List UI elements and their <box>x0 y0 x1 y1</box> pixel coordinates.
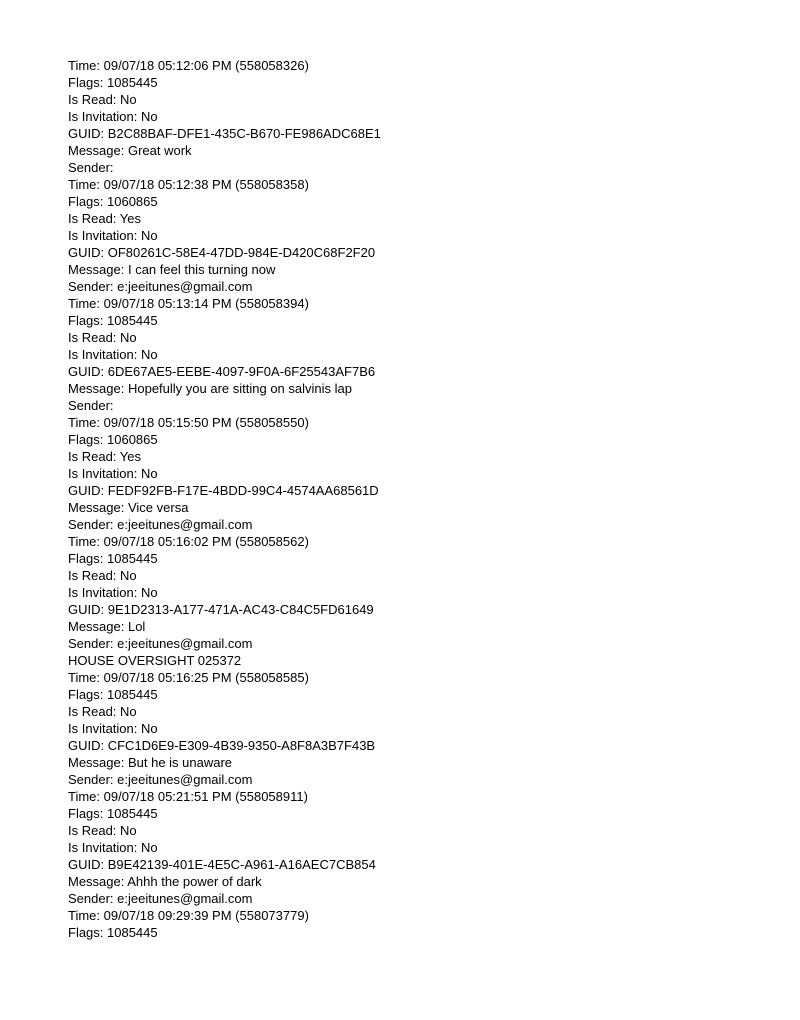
text-line: Is Read: No <box>68 92 137 107</box>
text-line: Is Read: No <box>68 568 137 583</box>
text-line: Flags: 1060865 <box>68 194 158 209</box>
text-line: Flags: 1060865 <box>68 432 158 447</box>
text-line: Is Read: No <box>68 704 137 719</box>
text-line: Message: Hopefully you are sitting on salvinis lap <box>68 381 352 396</box>
text-line: Is Invitation: No <box>68 466 158 481</box>
text-line: GUID: B9E42139-401E-4E5C-A961-A16AEC7CB854 <box>68 857 376 872</box>
text-line: Is Read: Yes <box>68 211 141 226</box>
text-line: GUID: FEDF92FB-F17E-4BDD-99C4-4574AA68561D <box>68 483 379 498</box>
text-line: GUID: 9E1D2313-A177-471A-AC43-C84C5FD61649 <box>68 602 374 617</box>
text-line: Time: 09/07/18 05:12:38 PM (558058358) <box>68 177 309 192</box>
text-line: Sender: <box>68 398 114 413</box>
text-line: Time: 09/07/18 05:16:25 PM (558058585) <box>68 670 309 685</box>
text-line: Message: But he is unaware <box>68 755 233 770</box>
text-line: Time: 09/07/18 09:29:39 PM (558073779) <box>68 908 309 923</box>
text-line: Is Invitation: No <box>68 109 158 124</box>
text-line: GUID: 6DE67AE5-EEBE-4097-9F0A-6F25543AF7B6 <box>68 364 376 379</box>
text-line: Flags: 1085445 <box>68 75 158 90</box>
text-line: Message: Great work <box>68 143 192 158</box>
text-line: Is Read: Yes <box>68 449 141 464</box>
text-line: Sender: e:jeeitunes@gmail.com <box>68 772 253 787</box>
text-line: Flags: 1085445 <box>68 806 158 821</box>
text-line: Time: 09/07/18 05:21:51 PM (558058911) <box>68 789 308 804</box>
text-line: Is Invitation: No <box>68 347 158 362</box>
text-line: Sender: e:jeeitunes@gmail.com <box>68 891 253 906</box>
text-line: Time: 09/07/18 05:13:14 PM (558058394) <box>68 296 309 311</box>
text-line: Is Read: No <box>68 823 137 838</box>
text-line: Flags: 1085445 <box>68 551 158 566</box>
document-lines <box>68 57 728 941</box>
text-line: HOUSE OVERSIGHT 025372 <box>68 653 242 668</box>
text-line: Time: 09/07/18 05:16:02 PM (558058562) <box>68 534 309 549</box>
text-line: Sender: <box>68 160 114 175</box>
text-line: GUID: CFC1D6E9-E309-4B39-9350-A8F8A3B7F43B <box>68 738 376 753</box>
text-line: GUID: B2C88BAF-DFE1-435C-B670-FE986ADC68E1 <box>68 126 381 141</box>
text-line: Message: Ahhh the power of dark <box>68 874 262 889</box>
text-line: Is Read: No <box>68 330 137 345</box>
text-line: GUID: OF80261C-58E4-47DD-984E-D420C68F2F20 <box>68 245 376 260</box>
text-line: Sender: e:jeeitunes@gmail.com <box>68 636 253 651</box>
text-line: Is Invitation: No <box>68 840 158 855</box>
text-line: Is Invitation: No <box>68 228 158 243</box>
text-line: Flags: 1085445 <box>68 687 158 702</box>
text-line: Time: 09/07/18 05:15:50 PM (558058550) <box>68 415 309 430</box>
text-line: Is Invitation: No <box>68 721 158 736</box>
text-line: Message: Lol <box>68 619 146 634</box>
text-line: Sender: e:jeeitunes@gmail.com <box>68 517 253 532</box>
text-line: Flags: 1085445 <box>68 313 158 328</box>
text-line: Time: 09/07/18 05:12:06 PM (558058326) <box>68 58 309 73</box>
text-line: Sender: e:jeeitunes@gmail.com <box>68 279 253 294</box>
text-line: Flags: 1085445 <box>68 925 158 940</box>
text-line: Is Invitation: No <box>68 585 158 600</box>
text-line: Message: Vice versa <box>68 500 189 515</box>
text-line: Message: I can feel this turning now <box>68 262 276 277</box>
